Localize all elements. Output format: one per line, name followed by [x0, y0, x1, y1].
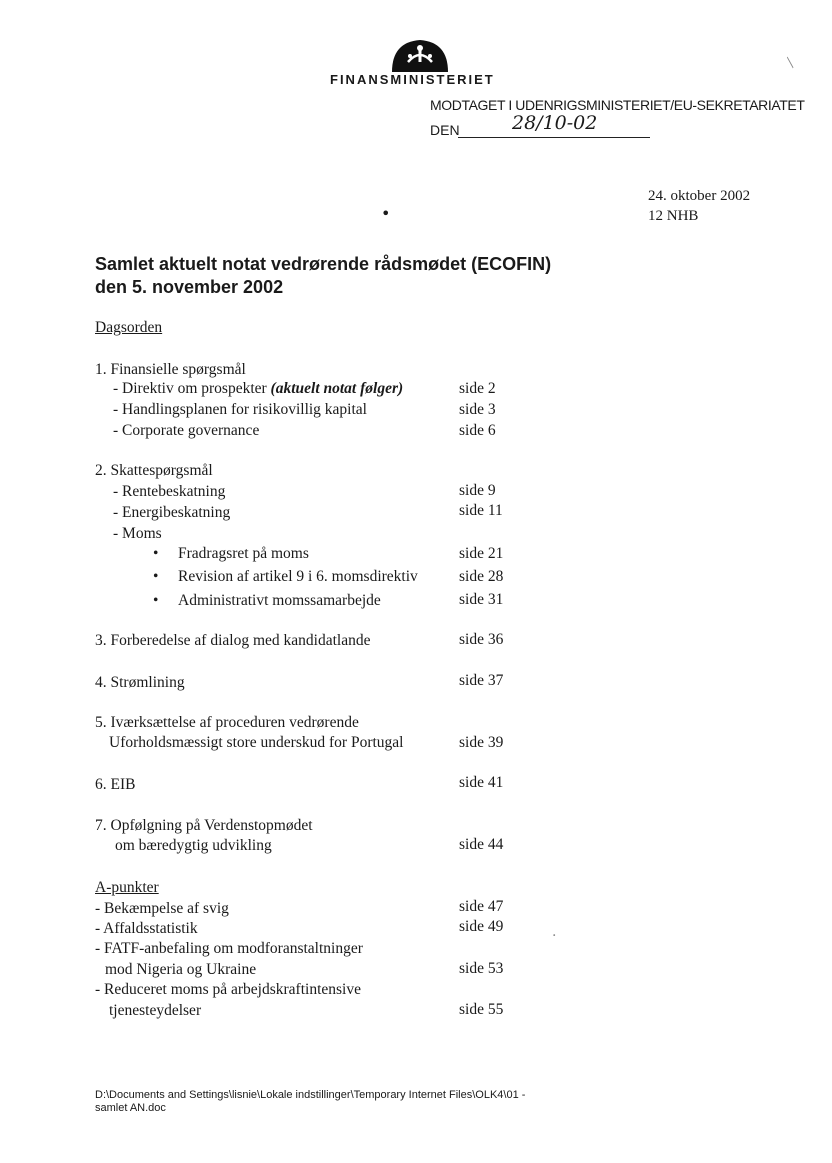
- bullet-icon: •: [153, 545, 159, 562]
- file-path-line-1: D:\Documents and Settings\lisnie\Lokale indstillinger\Temporary Internet Files\OLK4\01 -: [95, 1089, 526, 1101]
- agenda-item-page: side 3: [459, 401, 496, 418]
- received-stamp: MODTAGET I UDENRIGSMINISTERIET/EU-SEKRETARIATET: [430, 97, 805, 113]
- agenda-subitem: Revision af artikel 9 i 6. momsdirektiv: [178, 568, 418, 585]
- agenda-item: - Handlingsplanen for risikovillig kapital: [113, 401, 367, 418]
- page-title: [95, 253, 551, 299]
- den-underline: [458, 137, 650, 138]
- document-date: 24. oktober 2002: [648, 188, 751, 204]
- crown-crest-icon: [388, 36, 452, 74]
- a-point-item: mod Nigeria og Ukraine: [105, 961, 257, 978]
- a-point-item: - FATF-anbefaling om modforanstaltninger: [95, 940, 363, 957]
- bullet-icon: •: [153, 568, 159, 585]
- agenda-item: - Moms: [113, 525, 162, 542]
- document-reference: 12 NHB: [648, 208, 699, 224]
- scan-mark: ·: [552, 928, 557, 944]
- agenda-item-page: side 39: [459, 734, 504, 751]
- a-point-item: - Reduceret moms på arbejdskraftintensive: [95, 981, 361, 998]
- agenda-item: 5. Iværksættelse af proceduren vedrørende: [95, 714, 359, 731]
- agenda-item: 4. Strømlining: [95, 674, 185, 691]
- agenda-item-page: side 37: [459, 672, 504, 689]
- scan-mark: ⁄: [783, 57, 799, 69]
- file-path-line-2: samlet AN.doc: [95, 1102, 166, 1114]
- a-points-heading: A-punkter: [95, 879, 159, 896]
- agenda-item: 1. Finansielle spørgsmål: [95, 361, 246, 378]
- stray-dot: •: [381, 204, 391, 223]
- a-point-page: side 49: [459, 918, 504, 935]
- a-point-page: side 53: [459, 960, 504, 977]
- bullet-icon: •: [153, 592, 159, 609]
- agenda-item-page: side 28: [459, 568, 504, 585]
- a-point-item: tjenesteydelser: [109, 1002, 202, 1019]
- agenda-item: 3. Forberedelse af dialog med kandidatlande: [95, 632, 371, 649]
- den-handwritten-date: 28/10-02: [512, 112, 598, 134]
- den-label: DEN: [430, 122, 460, 138]
- file-path-footer: [95, 1089, 525, 1115]
- agenda-item: - Corporate governance: [113, 422, 260, 439]
- agenda-item: 2. Skattespørgsmål: [95, 462, 213, 479]
- agenda-item: [113, 380, 403, 398]
- ministry-name: FINANSMINISTERIET: [330, 72, 495, 87]
- agenda-item-page: side 36: [459, 631, 504, 648]
- agenda-heading: Dagsorden: [95, 319, 163, 336]
- a-point-item: - Affaldsstatistik: [95, 920, 198, 937]
- title-line-1: Samlet aktuelt notat vedrørende rådsmødet (ECOFIN): [95, 254, 552, 274]
- agenda-item-page: side 31: [459, 591, 504, 608]
- agenda-item-page: side 9: [459, 482, 496, 499]
- agenda-item-note: (aktuelt notat følger): [270, 380, 404, 397]
- agenda-item: - Energibeskatning: [113, 504, 231, 521]
- a-point-item: - Bekæmpelse af svig: [95, 900, 229, 917]
- agenda-item: Uforholdsmæssigt store underskud for Portugal: [109, 734, 404, 751]
- agenda-item-page: side 2: [459, 380, 496, 397]
- agenda-subitem: Administrativt momssamarbejde: [178, 592, 381, 609]
- agenda-item-text: - Direktiv om prospekter: [113, 380, 267, 397]
- agenda-subitem: Fradragsret på moms: [178, 545, 309, 562]
- agenda-item-page: side 21: [459, 545, 504, 562]
- a-point-page: side 47: [459, 898, 504, 915]
- agenda-item: - Rentebeskatning: [113, 483, 226, 500]
- agenda-item-page: side 6: [459, 422, 496, 439]
- agenda-item-page: side 44: [459, 836, 504, 853]
- agenda-item-page: side 11: [459, 502, 503, 519]
- agenda-item: 6. EIB: [95, 776, 136, 793]
- agenda-item: 7. Opfølgning på Verdenstopmødet: [95, 817, 313, 834]
- a-point-page: side 55: [459, 1001, 504, 1018]
- title-line-2: den 5. november 2002: [95, 277, 284, 297]
- agenda-item-page: side 41: [459, 774, 504, 791]
- agenda-item: om bæredygtig udvikling: [115, 837, 272, 854]
